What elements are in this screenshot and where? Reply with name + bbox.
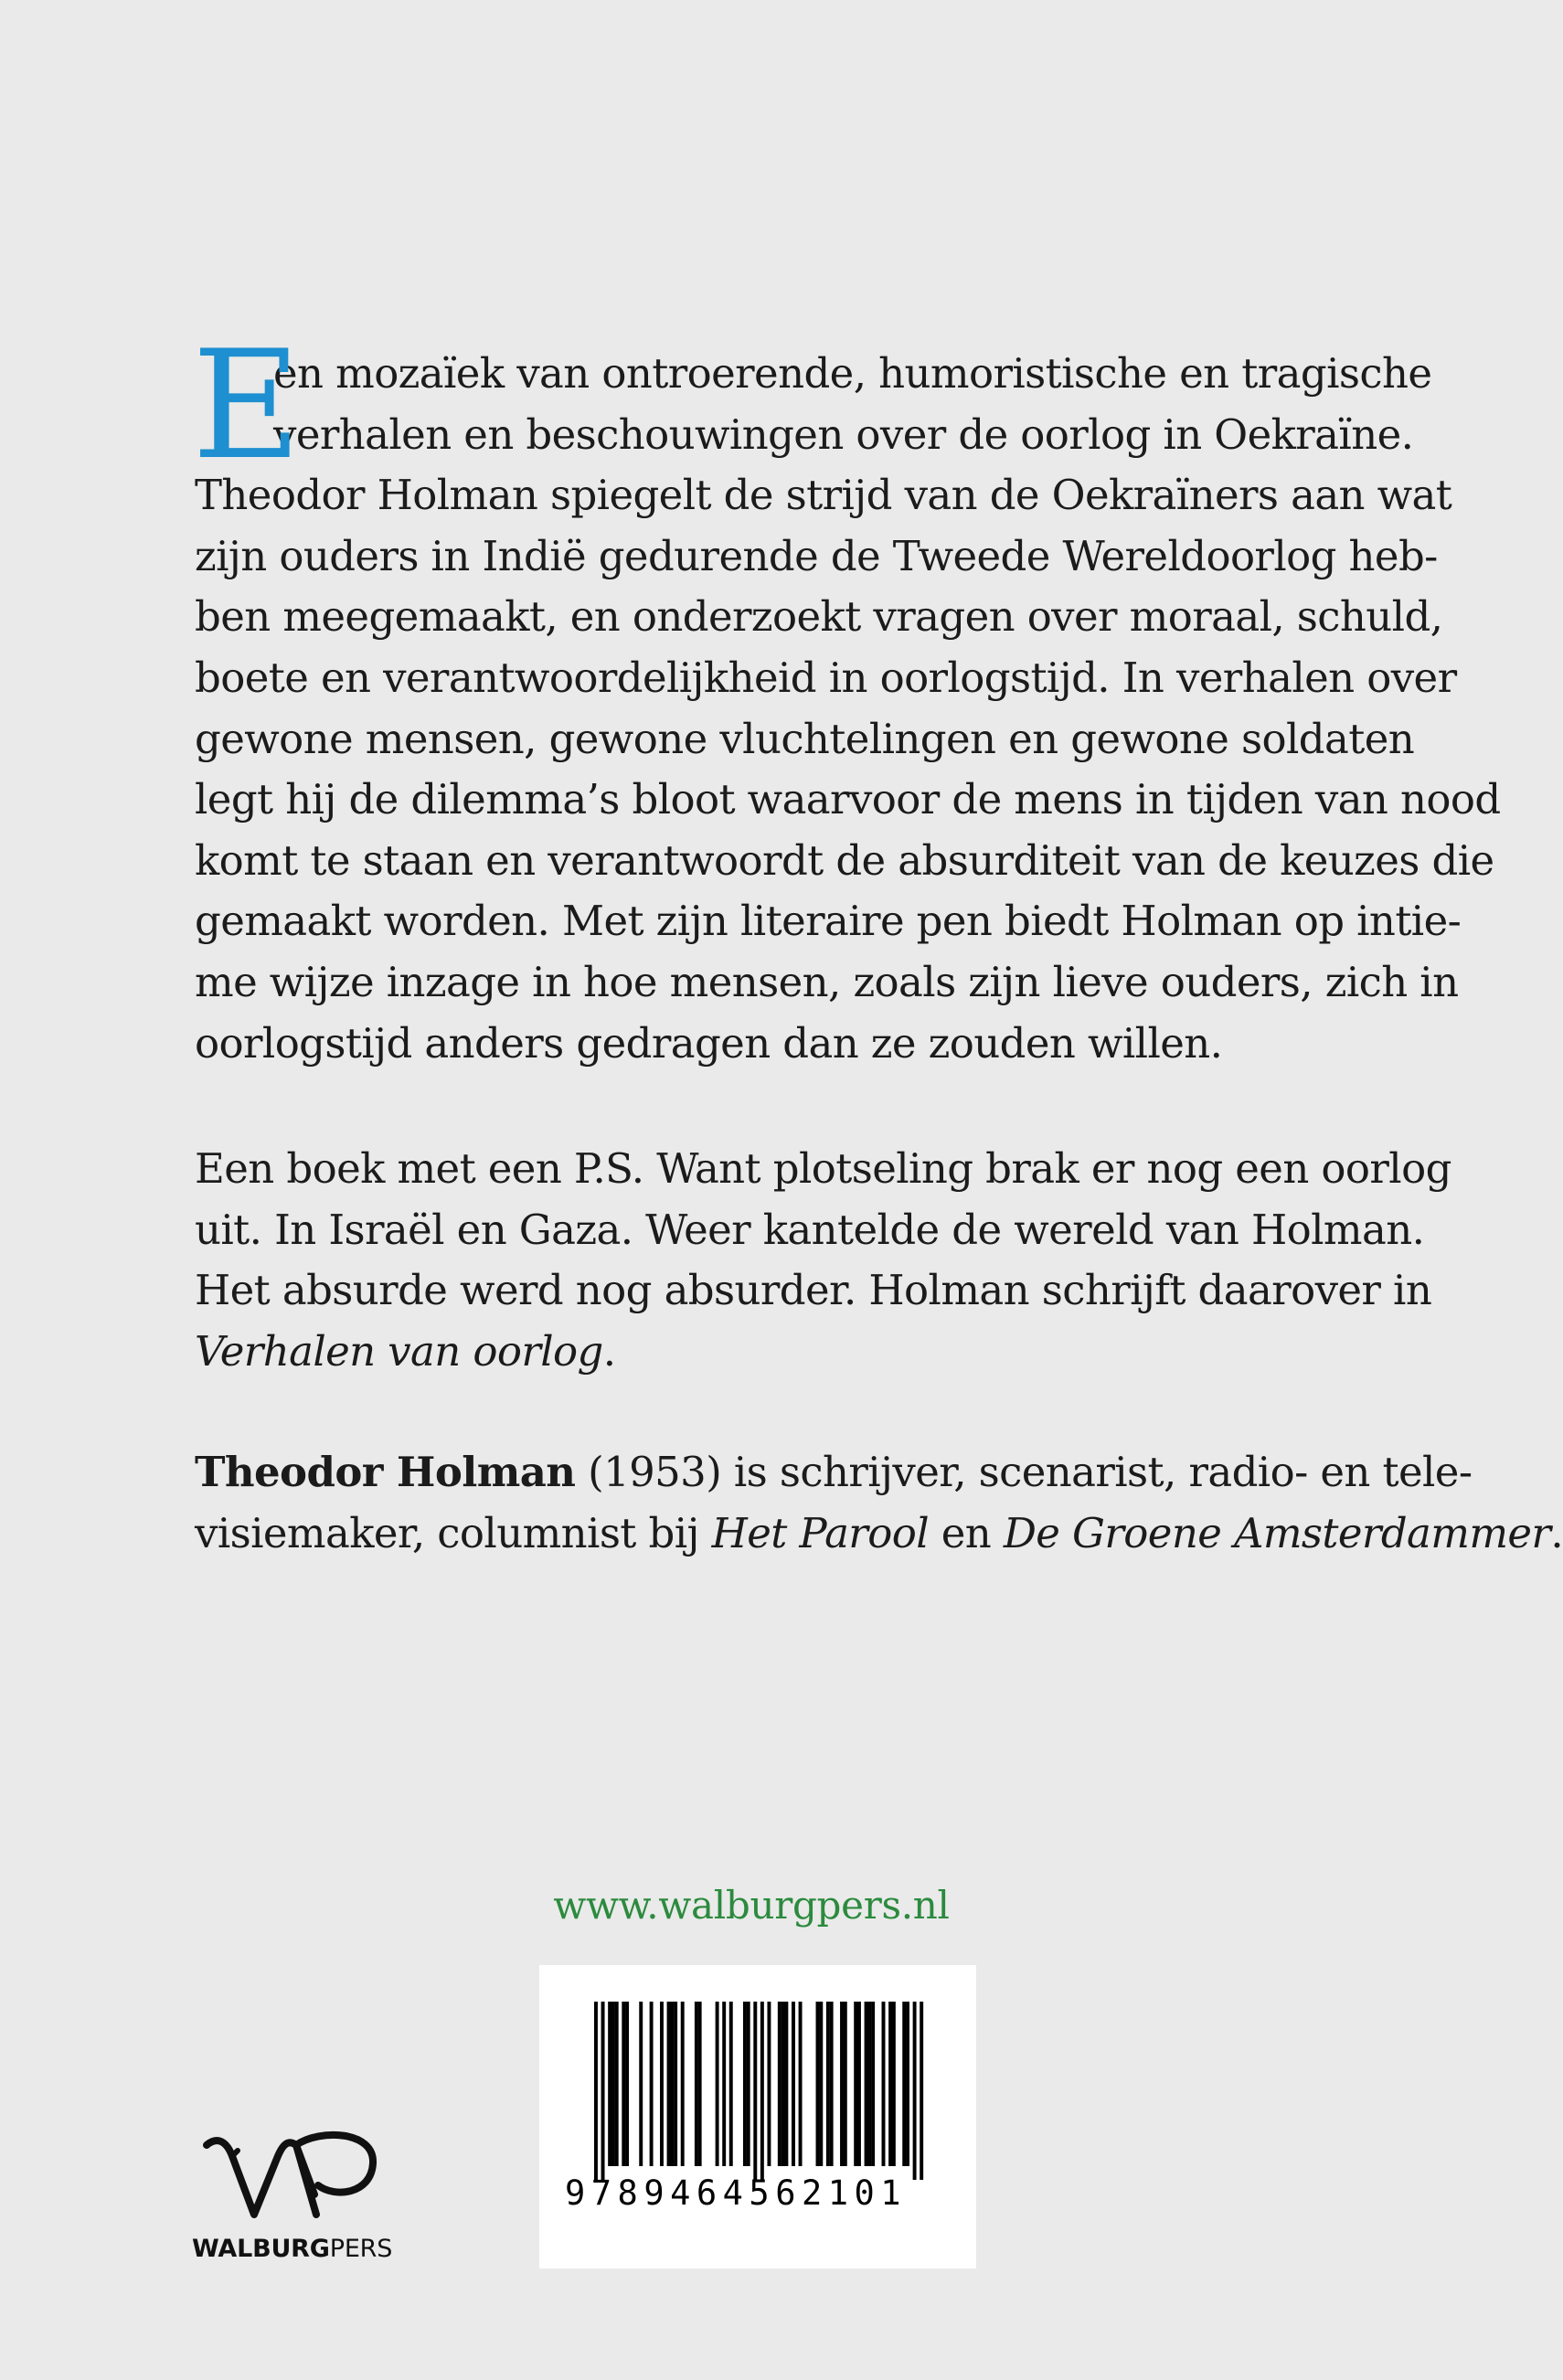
description-line: oorlogstijd anders gedragen dan ze zouden willen. (195, 1018, 1223, 1068)
postscript-line: Het absurde werd nog absurder. Holman schrijft daarover in (195, 1266, 1432, 1315)
description-line: gemaakt worden. Met zijn literaire pen biedt Holman op intie- (195, 897, 1462, 946)
description-paragraph (192, 318, 1501, 1074)
barcode-bar (650, 2002, 654, 2166)
postscript-last-line (195, 1322, 1374, 1383)
publisher-logo (192, 2125, 402, 2271)
barcode-bar (767, 2002, 771, 2166)
description-line: gewone mensen, gewone vluchtelingen en gewone soldaten (195, 714, 1415, 763)
barcode-bar (625, 2002, 629, 2166)
publication-name: Het Parool (711, 1508, 929, 1557)
barcode-bar (660, 2002, 664, 2166)
barcode-bar (716, 2002, 719, 2166)
isbn-digits: 9789464562101 (565, 2173, 908, 2213)
book-title: Verhalen van oorlog (195, 1326, 603, 1376)
barcode-bar (902, 2002, 906, 2166)
barcode-bars (594, 2002, 923, 2180)
barcode-bar (871, 2002, 875, 2166)
publisher-name (192, 2235, 392, 2263)
barcode-bar (615, 2002, 619, 2166)
author-bio-text: (1953) is schrijver, scenarist, radio- en tele- (575, 1448, 1473, 1496)
barcode-bar (892, 2002, 896, 2166)
author-bio-line (195, 1503, 1563, 1565)
barcode-bar (799, 2002, 803, 2166)
publication-name: De Groene Amsterdammer (1003, 1508, 1551, 1557)
barcode-bar (840, 2002, 844, 2166)
description-line: zijn ouders in Indië gedurende de Tweede Wereldoorlog heb- (195, 531, 1438, 580)
isbn-barcode (539, 1965, 976, 2268)
barcode-bar (778, 2002, 782, 2166)
barcode-bar (601, 2002, 605, 2180)
barcode-bar (819, 2002, 823, 2166)
author-name: Theodor Holman (195, 1448, 576, 1496)
barcode-bar (729, 2002, 733, 2166)
barcode-bar (747, 2002, 750, 2166)
barcode-bar (611, 2002, 615, 2166)
publisher-name-bold: WALBURG (192, 2235, 330, 2263)
description-line: ben meegemaakt, en onderzoekt vragen over moraal, schuld, (195, 592, 1443, 642)
barcode-bar (826, 2002, 830, 2166)
barcode-bar (674, 2002, 677, 2166)
barcode-bar (722, 2002, 726, 2166)
drop-cap: E (192, 318, 302, 493)
author-bio-text: en (929, 1508, 1004, 1557)
period: . (1550, 1508, 1563, 1557)
description-line: me wijze inzage in hoe mensen, zoals zijn lieve ouders, zich in (195, 957, 1459, 1006)
barcode-bar (698, 2002, 702, 2166)
author-bio (195, 1442, 1563, 1564)
barcode-bar (888, 2002, 892, 2166)
barcode-bar (844, 2002, 847, 2166)
barcode-bar (906, 2002, 909, 2166)
barcode-bar (830, 2002, 834, 2166)
barcode-bar (882, 2002, 886, 2166)
barcode-bar (670, 2002, 674, 2166)
description-line: boete en verantwoordelijkheid in oorlogstijd. In verhalen over (195, 653, 1457, 702)
postscript-line: Een boek met een P.S. Want plotseling brak er nog een oorlog (195, 1144, 1451, 1193)
barcode-bar (753, 2002, 757, 2180)
barcode-bar (608, 2002, 611, 2166)
postscript-paragraph (195, 1139, 1451, 1382)
barcode-bar (622, 2002, 625, 2166)
barcode-bar (639, 2002, 643, 2166)
barcode-bar (816, 2002, 820, 2166)
barcode-bar (854, 2002, 857, 2166)
barcode-bar (784, 2002, 788, 2166)
barcode-bar (594, 2002, 598, 2180)
description-line: legt hij de dilemma’s bloot waarvoor de mens in tijden van nood (195, 775, 1501, 824)
barcode-bar (681, 2002, 685, 2166)
barcode-bar (865, 2002, 868, 2166)
author-bio-line (195, 1442, 1473, 1503)
barcode-bar (695, 2002, 698, 2166)
description-line: Theodor Holman spiegelt de strijd van de Oekraïners aan wat (195, 471, 1452, 520)
barcode-bar (792, 2002, 795, 2166)
walburg-logo-icon (201, 2125, 384, 2227)
barcode-bar (867, 2002, 871, 2166)
publisher-website[interactable]: www.walburgpers.nl (553, 1883, 950, 1928)
description-line: komt te staan en verantwoordt de absurditeit van de keuzes die (195, 835, 1494, 885)
barcode-bar (857, 2002, 861, 2166)
barcode-bar (667, 2002, 671, 2166)
barcode-bar (760, 2002, 764, 2180)
barcode-bar (913, 2002, 917, 2180)
barcode-bar (920, 2002, 923, 2180)
description-line: en mozaïek van ontroerende, humoristische en tragische (273, 349, 1432, 398)
author-bio-text: visiemaker, columnist bij (195, 1508, 712, 1557)
barcode-bar (743, 2002, 747, 2166)
description-line: verhalen en beschouwingen over de oorlog in Oekraïne. (273, 409, 1414, 459)
postscript-line: uit. In Israël en Gaza. Weer kantelde de wereld van Holman. (195, 1205, 1425, 1254)
publisher-name-rest: PERS (329, 2235, 393, 2263)
barcode-bar (782, 2002, 785, 2166)
period: . (602, 1326, 616, 1376)
